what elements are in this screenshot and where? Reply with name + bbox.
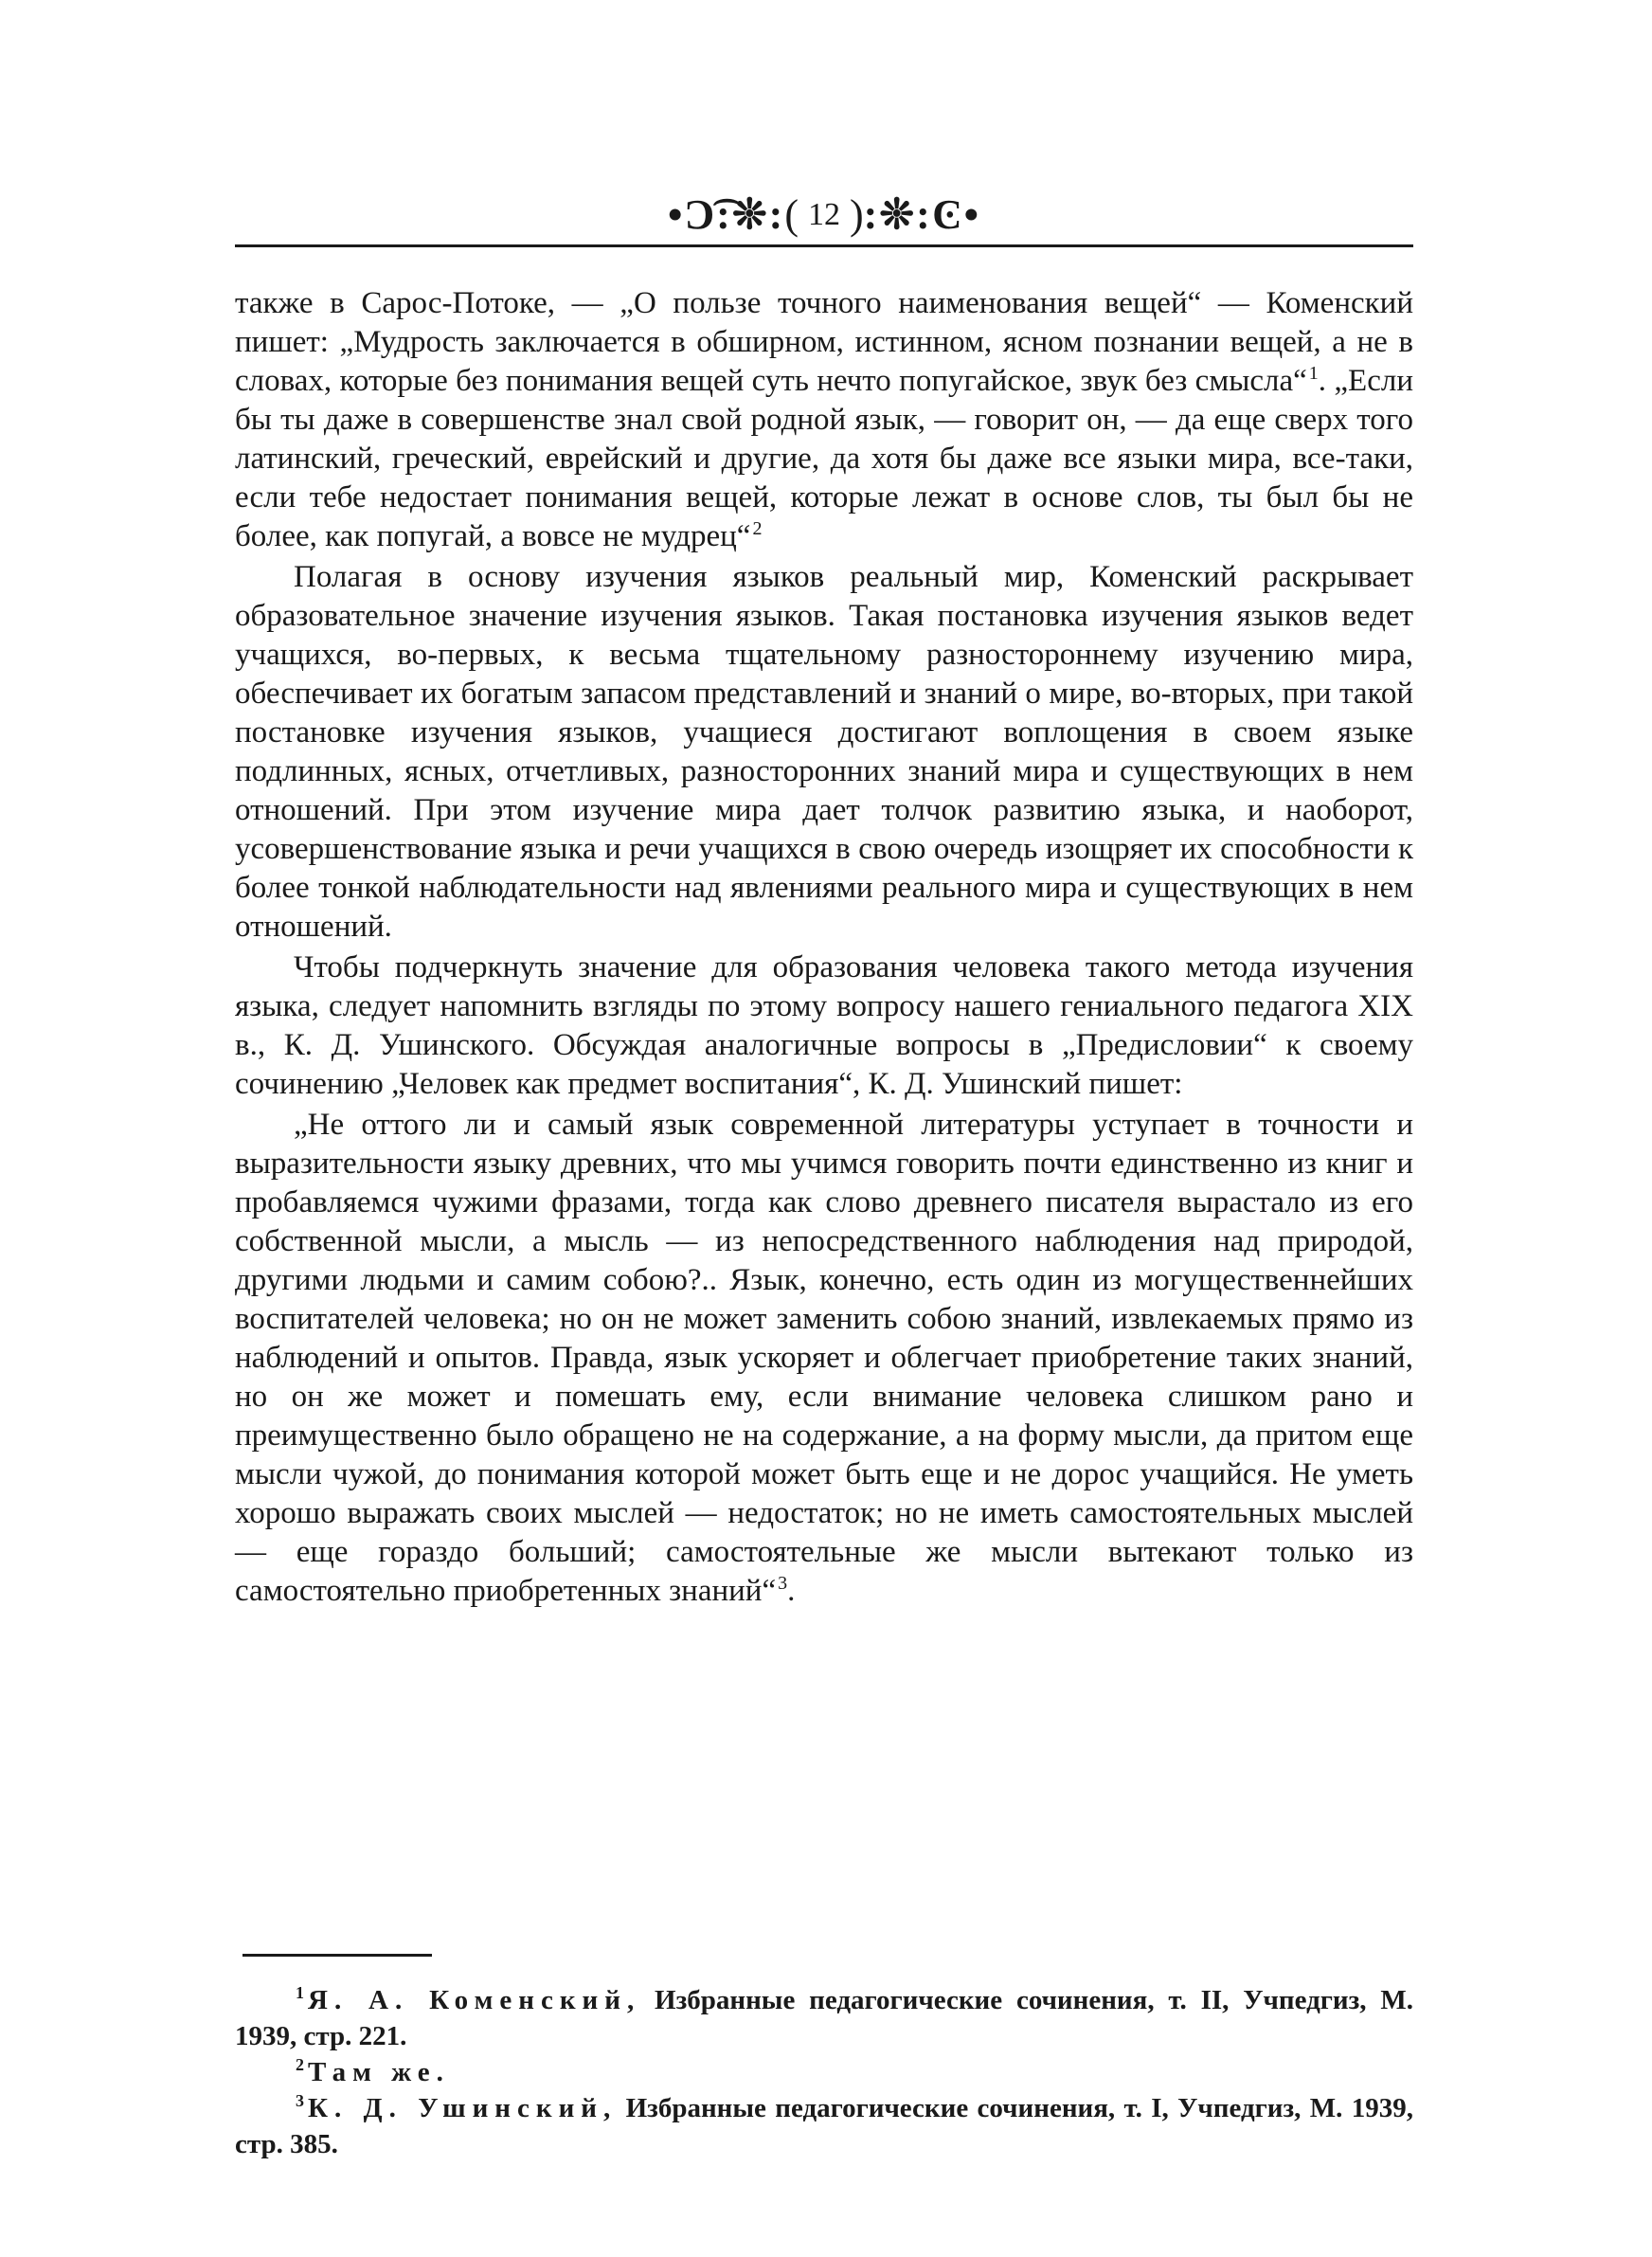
footnote (235, 2054, 1413, 2090)
footnote-ref: 3 (778, 1573, 788, 1594)
footnote-number: 2 (296, 2055, 304, 2075)
paragraph-text: также в Сарос-Потоке, — „О пользе точного наименования вещей“ — Коменский пишет: „Мудрость заключается в обширном, истинном, ясном познании вещей, а не в словах, которые без понимания вещей суть нечто попугайское, звук без смысла“ (235, 286, 1413, 398)
header-paren-close: ) (850, 191, 864, 238)
page-header (235, 186, 1413, 247)
footnotes (235, 1982, 1413, 2162)
paragraph-text: „Не оттого ли и самый язык современной литературы уступает в точности и выразительности языку древних, что мы учимся говорить почти единственно из книг и пробавляемся чужими фразами, тогда как слово древнего писателя вырастало из его собственной мысли, а мысль — из непосредственного наблюдения над природой, другими людьми и самим собою?.. Язык, конечно, есть один из могущественнейших воспитателей человека; но он не может заменить собою знаний, извлекаемых прямо из наблюдений и опытов. Правда, язык ускоряет и облегчает приобретение таких знаний, но он же может и помешать ему, если внимание человека слишком рано и преимущественно было обращено не на содержание, а на форму мысли, да притом еще мысли чужой, до понимания которой может быть еще и не дорос учащийся. Не уметь хорошо выражать своих мыслей — недостаток; но не иметь самостоятельных мыслей — еще гораздо больший; самостоятельные же мысли вытекают только из самостоятельно приобретенных знаний“ (235, 1108, 1413, 1608)
paragraph-comenius-quote (235, 284, 1413, 556)
footnote-number: 1 (296, 1983, 304, 2003)
main-text (235, 284, 1413, 1611)
footnote-divider (242, 1954, 432, 1957)
footnote-ref: 1 (1308, 363, 1319, 384)
paragraph-language-study: Полагая в основу изучения языков реальный мир, Коменский раскрывает образовательное значение изучения языков. Такая постановка изучения языков ведет учащихся, во-первых, к весьма тщательному разностороннему изучению мира, обеспечивает их богатым запасом представлений и знаний о мире, во-вторых, при такой постановке изучения языков, учащиеся достигают воплощения в своем языке подлинных, ясных, отчетливых, разносторонних знаний мира и существующих в нем отношений. При этом изучение мира дает толчок развитию языка, и наоборот, усовершенствование языка и речи учащихся в свою очередь изощряет их способности к более тонкой наблюдательности над явлениями реального мира и существующих в нем отношений. (235, 560, 1413, 944)
paragraph-text: . „Если бы ты даже в совершенстве знал свой родной язык, — говорит он, — да еще сверх того латинский, греческий, еврейский и другие, да хотя бы даже все языки мира, все-таки, если тебе недостает понимания вещей, которые лежат в основе слов, ты был бы не более, как попугай, а вовсе не мудрец“ (235, 364, 1413, 553)
footnote-author: Там же. (308, 2057, 450, 2087)
footnote-author: К. Д. Ушинский, (308, 2093, 618, 2123)
header-ornament-right: :❊:Ͼ• (863, 191, 981, 238)
footnote (235, 2090, 1413, 2162)
footnote-author: Я. А. Коменский, (308, 1985, 641, 2015)
footnote-text: Избранные педагогические сочинения, т. II, Учпедгиз, М. 1939, стр. 221. (235, 1985, 1414, 2051)
footnote-number: 3 (296, 2091, 304, 2111)
footnote-text: Избранные педагогические сочинения, т. I, Учпедгиз, М. 1939, стр. 385. (235, 2093, 1413, 2159)
header-ornament-left: •Ɔ͡:❊: (667, 191, 785, 238)
paragraph-ushinsky-quote (235, 1106, 1413, 1611)
paragraph-ushinsky-intro: Чтобы подчеркнуть значение для образования человека такого метода изучения языка, следует напомнить взгляды по этому вопросу нашего гениального педагога XIX в., К. Д. Ушинского. Обсуждая аналогичные вопросы в „Предисловии“ к своему сочинению „Человек как предмет воспитания“, К. Д. Ушинский пишет: (235, 950, 1413, 1101)
footnote-ref: 2 (752, 518, 763, 539)
header-paren-open: ( (784, 191, 799, 238)
page-number: 12 (808, 197, 840, 232)
paragraph-text: . (787, 1574, 796, 1608)
footnote (235, 1982, 1413, 2054)
